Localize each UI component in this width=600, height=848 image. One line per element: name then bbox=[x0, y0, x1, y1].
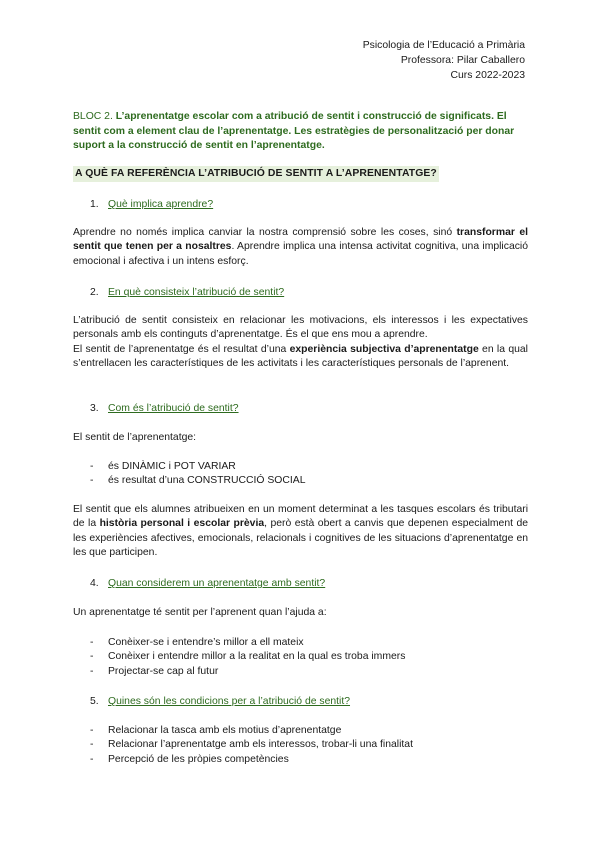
section-3-heading bbox=[90, 402, 239, 416]
header-subject: Psicologia de l’Educació a Primària bbox=[362, 40, 525, 51]
section-2-paragraph-1: L’atribució de sentit consisteix en relacionar les motivacions, els interessos i les expectatives personals amb els continguts d’aprenentatge. És el que ens mou a aprendre. bbox=[73, 315, 528, 341]
section-4-heading bbox=[90, 577, 325, 591]
list-item: - Conèixer-se i entendre’s millor a ell mateix bbox=[90, 636, 405, 650]
section-2-title: En què consisteix l’atribució de sentit? bbox=[108, 287, 285, 298]
section-1-title: Què implica aprendre? bbox=[108, 199, 214, 210]
bloc-title bbox=[73, 110, 528, 154]
list-item: - Projectar-se cap al futur bbox=[90, 665, 405, 679]
section-3-text-a: El sentit que els alumnes atribueixen en un moment determinat a les tasques escolars és tributari de la bbox=[73, 504, 528, 530]
section-2-text-c: en la qual s’entrellacen les característiques de les activitats i les característiques personals de l’aprenent. bbox=[73, 344, 528, 370]
document-header bbox=[363, 38, 525, 83]
bloc-title-text: L’aprenentatge escolar com a atribució de sentit i construcció de significats. El sentit com a element clau de l’aprenentatge. Les estratègies de personalització per donar suport a la construcció de sentit en l’aprenentatge. bbox=[73, 111, 515, 151]
section-2-text-a: El sentit de l’aprenentatge és el resultat d’una bbox=[73, 344, 290, 355]
list-item: - Percepció de les pròpies competències bbox=[90, 753, 413, 767]
section-1-text-a: Aprendre no només implica canviar la nostra comprensió sobre les coses, sinó bbox=[73, 227, 457, 238]
section-4-title: Quan considerem un aprenentatge amb sentit? bbox=[108, 578, 326, 589]
section-3-title: Com és l’atribució de sentit? bbox=[108, 403, 239, 414]
section-5-title: Quines són les condicions per a l’atribució de sentit? bbox=[108, 696, 351, 707]
header-course: Curs 2022-2023 bbox=[450, 70, 525, 81]
list-item: - és DINÀMIC i POT VARIAR bbox=[90, 460, 305, 474]
section-4-number: 4. bbox=[90, 578, 99, 589]
section-3-number: 3. bbox=[90, 403, 99, 414]
section-4-list bbox=[90, 636, 405, 679]
section-1-number: 1. bbox=[90, 199, 99, 210]
section-5-list bbox=[90, 724, 413, 767]
section-4-intro: Un aprenentatge té sentit per l’aprenent quan l’ajuda a: bbox=[73, 607, 327, 618]
header-teacher: Professora: Pilar Caballero bbox=[400, 55, 525, 66]
section-3-paragraph bbox=[73, 503, 528, 560]
section-3-text-c: , però està obert a canvis que depenen especialment de les experiències afectives, emocionals, relacionals i cognitives de les situacions d’aprenentatge en les que participen. bbox=[73, 518, 528, 558]
section-5-heading bbox=[90, 695, 350, 709]
list-item: - és resultat d’una CONSTRUCCIÓ SOCIAL bbox=[90, 474, 305, 488]
section-1-text-c: . Aprendre implica una intensa activitat cognitiva, una implicació emocional i afectiva i un intens esforç. bbox=[73, 241, 529, 267]
list-item: - Conèixer i entendre millor a la realitat en la qual es troba immers bbox=[90, 650, 405, 664]
list-item: - Relacionar l’aprenentatge amb els interessos, trobar-li una finalitat bbox=[90, 738, 413, 752]
section-5-number: 5. bbox=[90, 696, 99, 707]
section-2-paragraph-2 bbox=[73, 343, 528, 372]
bloc-lead: BLOC 2. bbox=[73, 111, 116, 122]
section-1-text-bold: transformar el sentit que tenen per a nosaltres bbox=[73, 227, 528, 253]
section-2-heading bbox=[90, 286, 284, 300]
section-2-number: 2. bbox=[90, 287, 99, 298]
list-item: - Relacionar la tasca amb els motius d’aprenentatge bbox=[90, 724, 413, 738]
section-1-paragraph bbox=[73, 226, 528, 269]
section-1-heading bbox=[90, 198, 213, 212]
section-3-intro: El sentit de l’aprenentatge: bbox=[73, 432, 197, 443]
section-3-text-bold: història personal i escolar prèvia bbox=[99, 518, 265, 530]
main-heading: A QUÈ FA REFERÈNCIA L’ATRIBUCIÓ DE SENTIT A L’APRENENTATGE? bbox=[73, 166, 439, 182]
section-3-list bbox=[90, 460, 305, 489]
section-2-text-bold: experiència subjectiva d’aprenentatge bbox=[289, 344, 479, 355]
